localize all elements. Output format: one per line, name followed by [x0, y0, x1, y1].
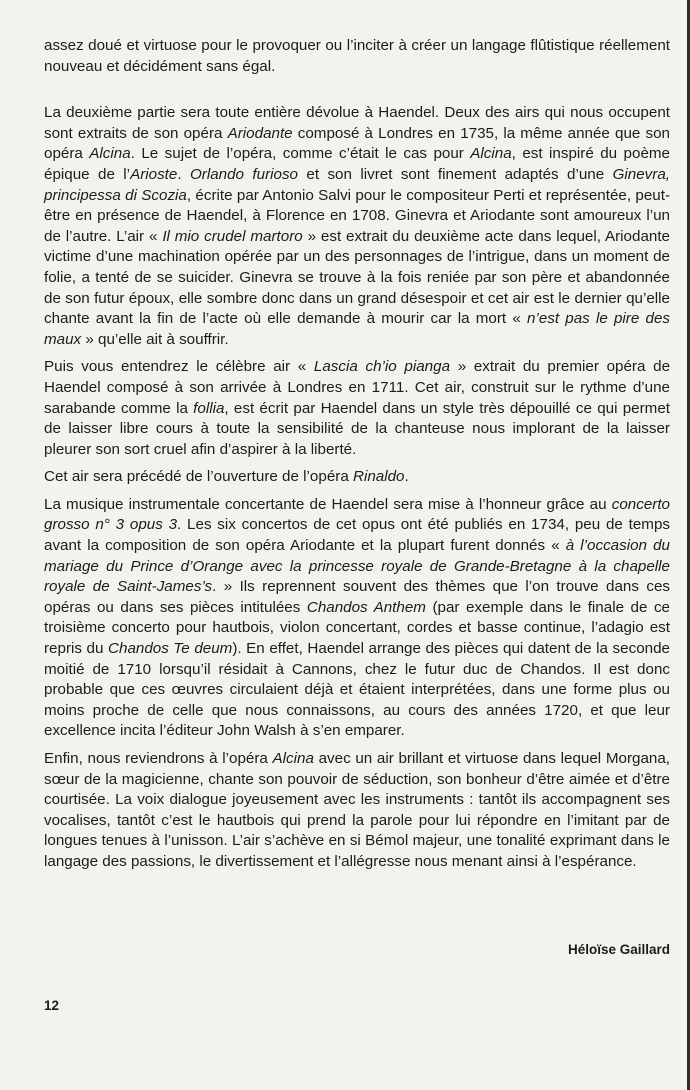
paragraph	[44, 36, 670, 77]
italic-text-run: Chandos Te deum	[108, 640, 233, 658]
italic-text-run: Rinaldo	[353, 468, 405, 486]
text-run: et son livret sont finement adaptés d’une	[298, 165, 613, 183]
text-run: » qu’elle ait à souffrir.	[81, 330, 229, 348]
text-run: (par exemple dans le finale de ce troisième concerto pour hautbois, violon concertant, cordes et basse continue, l’adagio est repris du	[44, 598, 670, 658]
text-run: » extrait du premier opéra de Haendel composé à son arrivée à Londres en 1711. Cet air, construit sur le rythme d’une sarabande comme la	[44, 358, 671, 417]
text-run: avec un air brillant et virtuose dans lequel Morgana, sœur de la magicienne, chante son pouvoir de séduction, son bonheur d’être aimée et d’être courtisée. La voix dialogue joyeusement avec les instruments : tantôt ils accompagnent ses vocalises, tantôt c’est le hautbois qui prend la parole pour lui répondre en l’imitant par de longues tenues à l’unisson. L’air s’achève en si Bémol majeur, une tonalité exprimant dans le langage des passions, le divertissement et l’allégresse nous menant ainsi à l’espérance.	[44, 750, 671, 870]
text-run: ). En effet, Haendel arrange des pièces qui datent de la seconde moitié de 1710 lorsqu’il résidait à Cannons, chez le futur duc de Chandos. Il est donc probable que ces œuvres circulaient déjà et étaient interprétées, dans une forme plus ou moins proche de celle que nous connaissons, au cours des années 1720, et que leur excellence incita l’éditeur John Walsh à s’en emparer.	[44, 640, 670, 740]
italic-text-run: Ginevra, principessa di Scozia	[44, 165, 670, 204]
text-run: La musique instrumentale concertante de Haendel sera mise à l’honneur grâce au	[44, 495, 612, 513]
paragraph-gap	[44, 77, 670, 103]
paragraph	[44, 495, 670, 742]
italic-text-run: n’est pas le pire des maux	[44, 310, 670, 348]
text-run: Cet air sera précédé de l’ouverture de l’opéra	[44, 468, 353, 486]
italic-text-run: Orlando furioso	[189, 165, 298, 183]
italic-text-run: concerto grosso n° 3 opus 3	[44, 495, 670, 534]
page-number: 12	[44, 998, 60, 1013]
italic-text-run: Ariodante	[227, 124, 293, 142]
page-body	[44, 36, 670, 873]
italic-text-run: Alcina	[272, 750, 314, 767]
text-run: » est extrait du deuxième acte dans lequel, Ariodante victime d’une machination opérée par un des personnages de l’intrigue, dans un moment de folie, a tenté de se suicider. Ginevra se trouve à la fois reniée par son père et abandonnée de son futur époux, elle sombre donc dans un grand désespoir et cet air est le dernier qu’elle chante avant la fin de l’acte où elle demande à mourir car la mort «	[44, 227, 671, 328]
text-run: La deuxième partie sera toute entière dévolue à Haendel. Deux des airs qui nous occupent sont extraits de son opéra	[44, 104, 670, 142]
text-run: , est écrit par Haendel dans un style très dépouillé ce qui permet de laisser libre cours à toute la sensibilité de la chanteuse nous implorant de la laisser pleurer son sort cruel afin d’aspirer à la liberté.	[44, 399, 670, 458]
italic-text-run: Arioste	[130, 165, 178, 183]
paragraph	[44, 357, 670, 460]
text-run: . » Ils reprennent souvent des thèmes que l’on trouve dans ces opéras ou dans ses pièces intitulées	[44, 578, 670, 616]
text-run: . Les six concertos de cet opus ont été publiés en 1734, peu de temps avant la composition de son opéra Ariodante et la plupart furent donnés «	[44, 516, 670, 555]
paragraph	[44, 467, 670, 488]
italic-text-run: Chandos Anthem	[306, 598, 426, 616]
text-run: .	[404, 468, 409, 486]
text-run: , est inspiré du poème épique de l’	[44, 145, 670, 183]
italic-text-run: Alcina	[470, 145, 512, 163]
italic-text-run: Il mio crudel martoro	[162, 227, 303, 245]
text-run: assez doué et virtuose pour le provoquer ou l’inciter à créer un langage flûtistique réellement nouveau et décidément sans égal.	[44, 37, 670, 75]
text-run: .	[177, 165, 190, 183]
italic-text-run: Lascia ch’io pianga	[313, 358, 451, 376]
text-run: Puis vous entendrez le célèbre air «	[44, 358, 314, 376]
text-run: Enfin, nous reviendrons à l’opéra	[44, 750, 273, 767]
italic-text-run: follia	[193, 399, 225, 417]
paragraph	[44, 749, 670, 873]
text-run: composé à Londres en 1735, la même année que son opéra	[44, 124, 670, 163]
paragraph	[44, 103, 670, 350]
italic-text-run: Alcina	[89, 145, 131, 163]
text-run: , écrite par Antonio Salvi pour le compositeur Perti et représentée, peut-être en présence de Haendel, à Florence en 1708. Ginevra et Ariodante sont amoureux l’un de l’autre. L’air «	[44, 186, 670, 245]
author-signature: Héloïse Gaillard	[567, 942, 670, 957]
text-run: . Le sujet de l’opéra, comme c’était le cas pour	[130, 145, 471, 163]
italic-text-run: à l’occasion du mariage du Prince d’Orange avec la princesse royale de Grande-Bretagne à la chapelle royale de Saint-James’s	[44, 537, 670, 596]
